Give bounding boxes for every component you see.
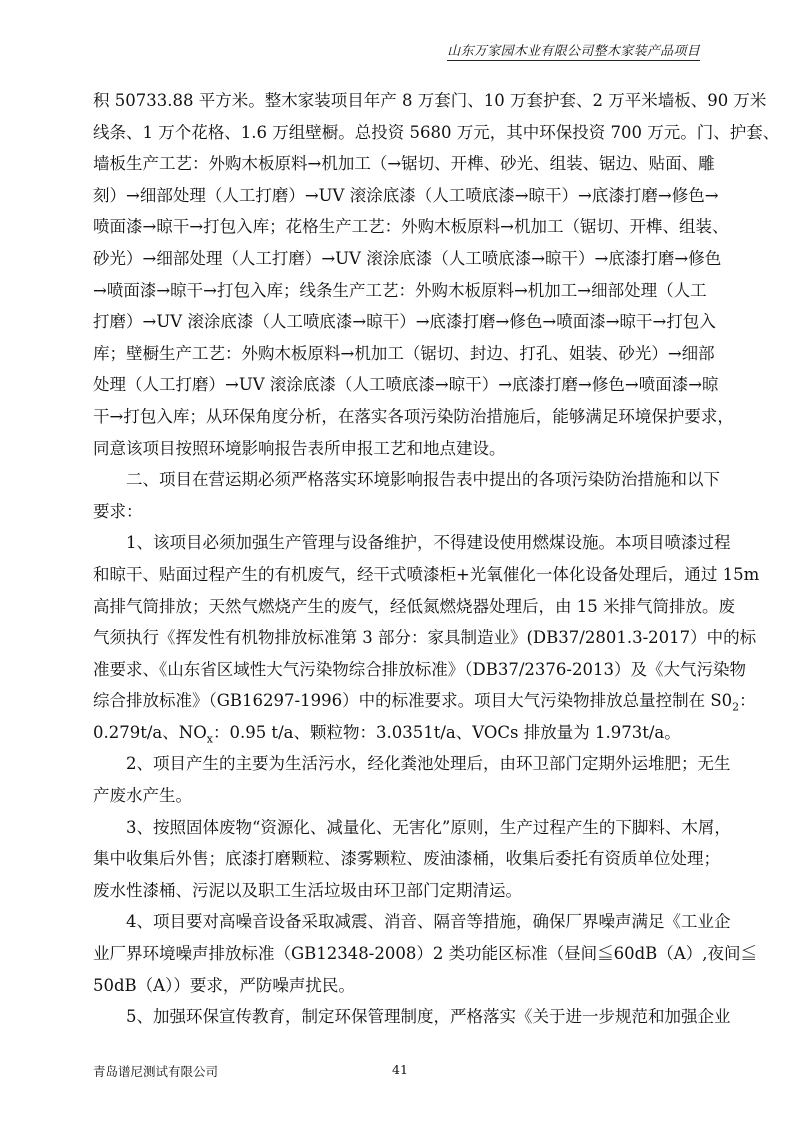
text-line: 积 50733.88 平方米。整木家装项目年产 8 万套门、10 万套护套、2 万平米墙板、90 万米: [93, 91, 767, 110]
page-number: 41: [392, 1062, 408, 1077]
text-line: 4、项目要对高噪音设备采取减震、消音、隔音等措施，确保厂界噪声满足《工业企: [126, 912, 731, 932]
text-line: 准要求、《山东省区域性大气污染物综合排放标准》（DB37/2376-2013）及《大气污染物: [93, 659, 746, 679]
text-line: 线条、1 万个花格、1.6 万组壁橱。总投资 5680 万元，其中环保投资 700 万元。门、护套、: [93, 122, 780, 142]
text-line: 气须执行《挥发性有机物排放标准第 3 部分：家具制造业》(DB37/2801.3-2017）中的标: [93, 628, 757, 648]
text-segment: 综合排放标准》（GB16297-1996）中的标准要求。项目大气污染物排放总量控制在 S0: [93, 691, 733, 711]
text-line: 二、项目在营运期必须严格落实环境影响报告表中提出的各项污染防治措施和以下: [126, 470, 720, 490]
footer-company: 青岛谱尼测试有限公司: [93, 1064, 219, 1079]
text-line: 要求：: [93, 501, 143, 521]
subscript: 2: [732, 700, 740, 714]
text-line: 干→打包入库；从环保角度分析，在落实各项污染防治措施后，能够满足环境保护要求，: [93, 406, 734, 426]
text-line: 和晾干、贴面过程产生的有机废气，经干式喷漆柜+光氧催化一体化设备处理后，通过 15m: [93, 564, 760, 584]
text-segment: 0.279t/a、NO: [93, 722, 207, 742]
page-header: 山东万家园木业有限公司整木家装产品项目: [447, 40, 700, 61]
text-line: 废水性漆桶、污泥以及职工生活垃圾由环卫部门定期清运。: [93, 880, 522, 900]
text-line: [93, 685, 756, 717]
text-line: 同意该项目按照环境影响报告表所申报工艺和地点建设。: [93, 438, 506, 458]
text-line: 50dB（A））要求，严防噪声扰民。: [93, 975, 355, 995]
text-line: 3、按照固体废物“资源化、减量化、无害化”原则，生产过程产生的下脚料、木屑，: [126, 817, 731, 837]
text-line: [93, 717, 700, 749]
text-line: 业厂界环境噪声排放标准（GB12348-2008）2 类功能区标准（昼间≦60dB（A）,夜间≦: [93, 944, 757, 964]
text-line: 打磨）→UV 滚涂底漆（人工喷底漆→晾干）→底漆打磨→修色→喷面漆→晾干→打包入: [93, 312, 716, 332]
text-line: 产废水产生。: [93, 786, 192, 806]
text-line: 处理（人工打磨）→UV 滚涂底漆（人工喷底漆→晾干）→底漆打磨→修色→喷面漆→晾: [93, 375, 719, 395]
text-line: 5、加强环保宣传教育，制定环保管理制度，严格落实《关于进一步规范和加强企业: [126, 1007, 731, 1027]
text-line: 1、该项目必须加强生产管理与设备维护，不得建设使用燃煤设施。本项目喷漆过程: [126, 533, 731, 553]
text-line: 集中收集后外售；底漆打磨颗粒、漆雾颗粒、废油漆桶，收集后委托有资质单位处理；: [93, 849, 720, 869]
text-line: 2、项目产生的主要为生活污水，经化粪池处理后，由环卫部门定期外运堆肥；无生: [126, 754, 731, 774]
text-line: 喷面漆→晾干→打包入库；花格生产工艺：外购木板原料→机加工（锯切、开榫、组装、: [93, 217, 729, 237]
text-segment: ：0.95 t/a、颗粒物：3.0351t/a、VOCs 排放量为 1.973t/a。: [212, 722, 681, 742]
text-line: →喷面漆→晾干→打包入库；线条生产工艺：外购木板原料→机加工→细部处理（人工: [93, 280, 707, 300]
text-line: 库；壁橱生产工艺：外购木板原料→机加工（锯切、封边、打孔、姐装、砂光）→细部: [93, 343, 715, 363]
subscript: x: [206, 732, 213, 746]
text-line: 墙板生产工艺：外购木板原料→机加工（→锯切、开榫、砂光、组装、锯边、贴面、雕: [93, 154, 715, 174]
document-body: [93, 85, 780, 1033]
text-line: 高排气筒排放；天然气燃烧产生的废气，经低氮燃烧器处理后，由 15 米排气筒排放。废: [93, 596, 735, 616]
text-segment: ：: [739, 691, 756, 711]
text-line: 刻）→细部处理（人工打磨）→UV 滚涂底漆（人工喷底漆→晾干）→底漆打磨→修色→: [93, 185, 719, 205]
text-line: 砂光）→细部处理（人工打磨）→UV 滚涂底漆（人工喷底漆→晾干）→底漆打磨→修色: [93, 248, 722, 268]
